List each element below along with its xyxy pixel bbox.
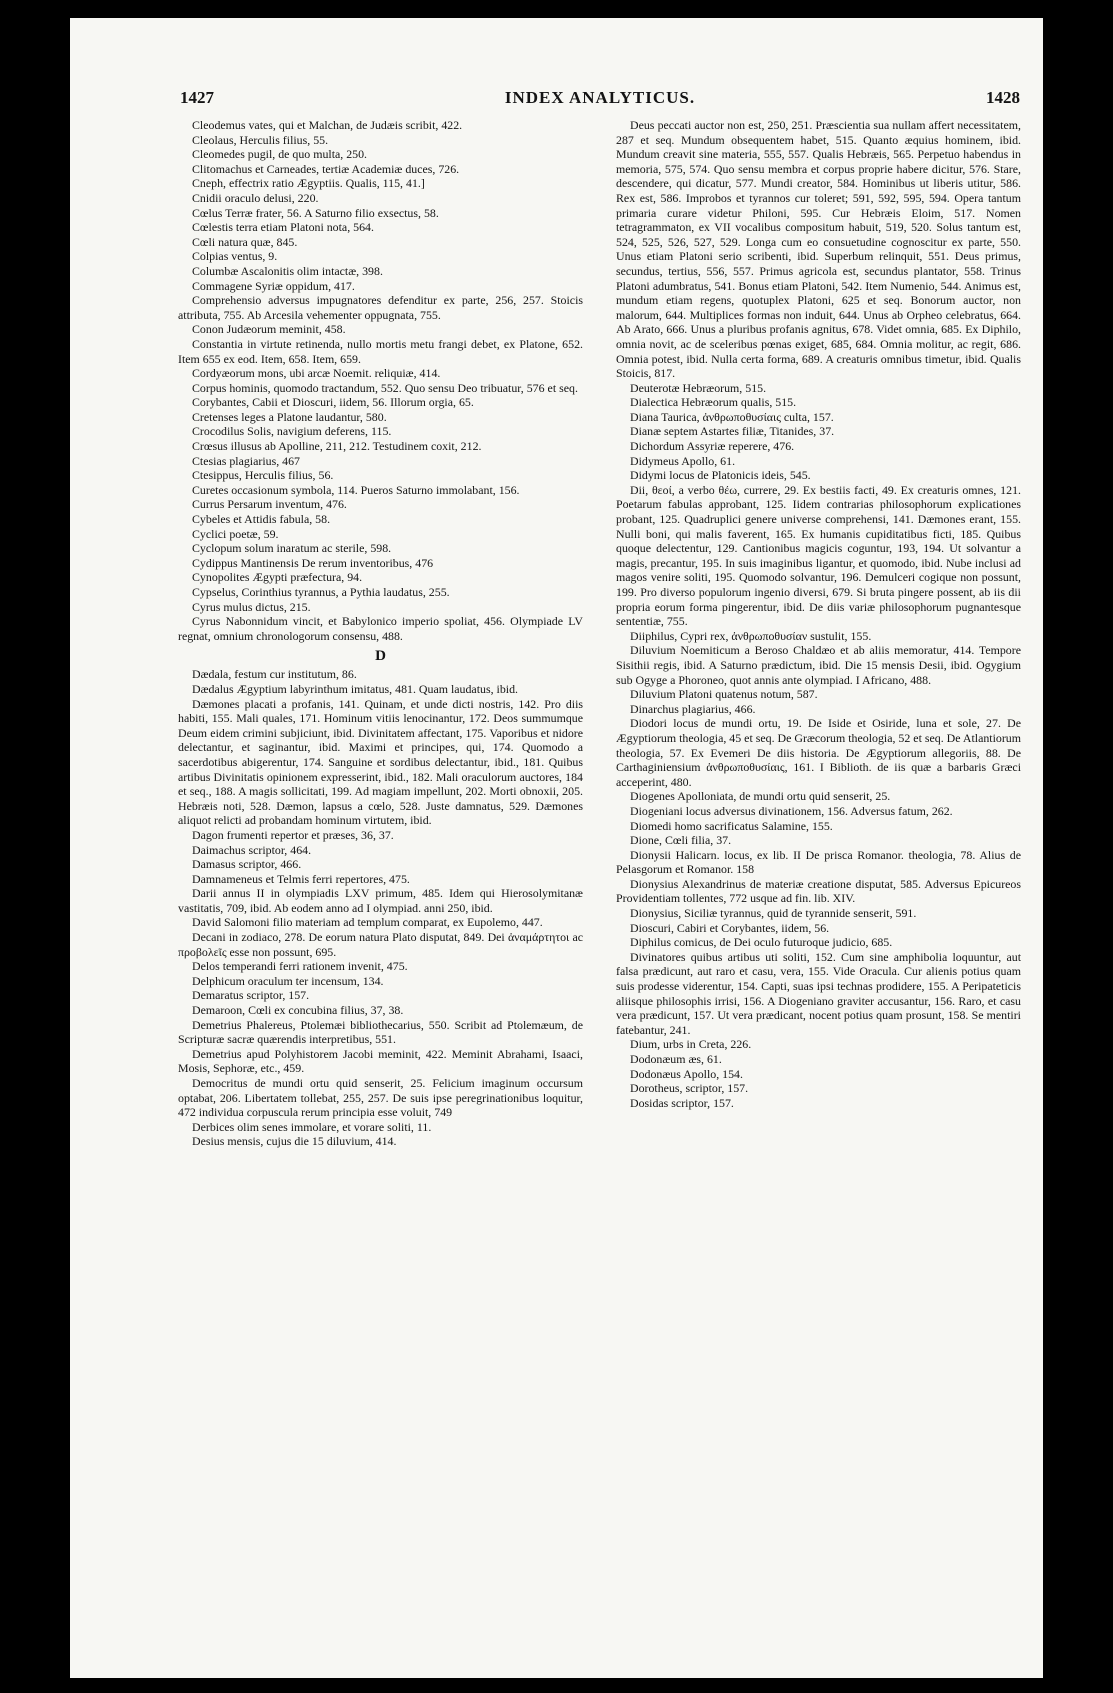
index-entry: Demetrius apud Polyhistorem Jacobi meminit, 422. Meminit Abrahami, Isaaci, Mosis, Sephoræ, etc., 459. (178, 1046, 583, 1076)
page-number-right: 1428 (986, 88, 1020, 107)
index-entry: Diana Taurica, ἀνθρωποθυσίαις culta, 157. (630, 409, 834, 424)
index-entry: Cordyæorum mons, ubi arcæ Noemit. reliquiæ, 414. (192, 366, 441, 381)
index-entry: Clitomachus et Carneades, tertiæ Academiæ duces, 726. (192, 161, 460, 176)
index-entry: Colpias ventus, 9. (192, 249, 278, 264)
index-entry: Diluvium Platoni quatenus notum, 587. (630, 687, 818, 702)
page-number-left: 1427 (180, 88, 214, 107)
index-entry: Dodonæum æs, 61. (630, 1052, 722, 1066)
index-entry: Diluvium Noemiticum a Beroso Chaldæo et ab aliis memoratur, 414. Tempore Sisithii regis, ibid. A Saturno prædictum, ibid. Die 15 mensis Desii, ibid. Ogygium sub Ogyge a Phoroneo, quot annis ante olympiad. I Africano, 488. (616, 643, 1021, 687)
index-entry: Diodori locus de mundi ortu, 19. De Iside et Osiride, luna et sole, 27. De Ægyptiorum theologia, 45 et seq. De Græcorum theologia, 52 et seq. De Atlantiorum theologia, 57. Ex Evemeri De diis historia. De Ægyptiorum allegoriis, 88. De Carthaginiensium ἀνθρωποθυσίαις, 161. I Biblioth. de iis quæ a barbaris Græci acceperint, 480. (616, 716, 1021, 789)
index-entry: Dionysii Halicarn. locus, ex lib. II De prisca Romanor. theologia, 78. Alius de Pelasgorum et Romanor. 158 (616, 847, 1021, 877)
index-entry: Decani in zodiaco, 278. De eorum natura Plato disputat, 849. Dei ἀναμάρτητοι ac προβολεῖς esse non possunt, 695. (178, 930, 583, 959)
index-entry: Columbæ Ascalonitis olim intactæ, 398. (192, 263, 383, 278)
index-entry: Demaroon, Cœli ex concubina filius, 37, 38. (192, 1003, 404, 1018)
index-entry: Derbices olim senes immolare, et vorare soliti, 11. (192, 1119, 432, 1134)
index-entry: Diogenes Apolloniata, de mundi ortu quid senserit, 25. (630, 789, 891, 804)
index-entry: Cybeles et Attidis fabula, 58. (192, 512, 331, 527)
index-entry: Delphicum oraculum ter incensum, 134. (192, 973, 384, 988)
index-entry: Cyclici poetæ, 59. (192, 526, 279, 541)
index-entry: Delos temperandi ferri rationem invenit, 475. (192, 959, 408, 974)
index-entry: Dagon frumenti repertor et præses, 36, 37. (192, 827, 394, 842)
index-entry: Cnidii oraculo delusi, 220. (192, 190, 319, 205)
index-entry: Dialectica Hebræorum qualis, 515. (630, 395, 797, 410)
left-column (178, 118, 583, 1149)
index-entry: Dium, urbs in Creta, 226. (630, 1037, 752, 1052)
section-letter: D (375, 648, 386, 665)
index-entry: Diphilus comicus, de Dei oculo futuroque judicio, 685. (630, 935, 893, 950)
index-entry: Cretenses leges a Platone laudantur, 580. (192, 409, 387, 424)
index-entry: Cypselus, Corinthius tyrannus, a Pythia laudatus, 255. (192, 585, 450, 599)
right-column (616, 118, 1021, 1110)
index-entry: Currus Persarum inventum, 476. (192, 497, 347, 512)
page-header (180, 88, 1020, 112)
index-entry: Curetes occasionum symbola, 114. Pueros Saturno immolabant, 156. (192, 482, 520, 497)
index-entry: Corpus hominis, quomodo tractandum, 552. Quo sensu Deo tribuatur, 576 et seq. (192, 380, 578, 395)
index-entry: Dodonæus Apollo, 154. (630, 1066, 743, 1081)
book-page (70, 18, 1043, 1678)
index-entry: Dædala, festum cur institutum, 86. (192, 667, 357, 682)
index-entry: Cydippus Mantinensis De rerum inventoribus, 476 (192, 555, 434, 570)
index-entry: Cyrus mulus dictus, 215. (192, 599, 311, 614)
index-entry: Dosidas scriptor, 157. (630, 1095, 734, 1110)
index-entry: Cneph, effectrix ratio Ægyptiis. Qualis, 115, 41.] (192, 176, 425, 191)
entries-c (178, 118, 583, 643)
index-entry: Crœsus illusus ab Apolline, 211, 212. Testudinem coxit, 212. (192, 439, 482, 454)
index-entry: Dorotheus, scriptor, 157. (630, 1081, 749, 1096)
index-entry: Constantia in virtute retinenda, nullo mortis metu frangi debet, ex Platone, 652. Item 655 ex eod. Item, 658. Item, 659. (178, 336, 583, 366)
index-entry: Dæmones placati a profanis, 141. Quinam, et unde dicti nostris, 142. Pro diis habiti, 155. Mali quales, 171. Hominum vitiis lenocinantur, 172. Deos summumque Deum eidem crimini subjiciunt, ibid. Divinitatem affectant, 175. Vaporibus et nidore delectantur, et saginantur, ibid. Maximi et principes, qui, 174. Quomodo a sacerdotibus abigerentur, 174. Sanguine et sordibus delectantur, ibid., 181. Quibus artibus Divinitatis opinionem expresserint, ibid., 182. Mali oraculorum auctores, 184 et seq., 188. A magis sollicitati, 199. Ad magiam impellunt, 202. Morti obnoxii, 205. Hebræis noti, 528. Dæmon, lapsus a cœlo, 528. Juste damnatus, 529. Dæmones aliquot relicti ad probandam hominum virtutem, ibid. (178, 696, 583, 828)
index-entry: Diomedi homo sacrificatus Salamine, 155. (630, 818, 833, 833)
index-entry: Didymeus Apollo, 61. (630, 453, 736, 468)
index-entry: David Salomoni filio materiam ad templum comparat, ex Eupolemo, 447. (192, 915, 543, 930)
index-entry: Demetrius Phalereus, Ptolemæi bibliothecarius, 550. Scribit ad Ptolemæum, de Scripturæ sacræ quærendis interpretibus, 551. (178, 1017, 583, 1047)
index-entry: Cleomedes pugil, de quo multa, 250. (192, 147, 368, 162)
index-entry: Ctesias plagiarius, 467 (192, 453, 300, 468)
index-entry: Dionysius Alexandrinus de materiæ creatione disputat, 585. Adversus Epicureos Providentiam tollentes, 772 usque ad fin. lib. XIV. (616, 876, 1021, 906)
index-entry: Comprehensio adversus impugnatores defenditur ex parte, 256, 257. Stoicis attributa, 755. Ab Arcesila vehementer oppugnata, 755. (178, 293, 583, 322)
index-entry: Desius mensis, cujus die 15 diluvium, 414. (192, 1134, 397, 1149)
index-entry: Deuterotæ Hebræorum, 515. (630, 380, 767, 395)
index-entry: Dione, Cœli filia, 37. (630, 833, 732, 848)
index-entry: Dii, θεοί, a verbo θέω, currere, 29. Ex bestiis facti, 49. Ex creaturis omnes, 121. Poetarum fabulas approbant, 125. Iidem contrarias philosophorum explicationes probant, 125. Quadruplici genere universe comprehensi, 141. Dæmones erant, 155. Nulli boni, qui malis faverent, 165. Ex humanis cupiditatibus ficti, 185. Quibus quoque delectentur, 129. Cantionibus magicis coguntur, 193, 194. Ut solvantur a magis, precantur, 195. In suis imaginibus ligantur, et quomodo, ibid. Nube inclusi ad magos venire soliti, 195. Quomodo solvantur, 196. Demulceri cogique non possunt, 199. Pro diverso populorum ingenio diversi, 679. Si bruta pingere possent, ab iis dii propria eorum forma pingerentur, ibid. De diis variæ philosophorum pugnantesque sententiæ, 755. (616, 482, 1021, 629)
index-entry: Conon Judæorum meminit, 458. (192, 322, 346, 337)
index-entry: Dionysius, Siciliæ tyrannus, quid de tyrannide senserit, 591. (630, 906, 917, 921)
index-entry: Corybantes, Cabii et Dioscuri, iidem, 56. Illorum orgia, 65. (192, 395, 474, 410)
index-entry: Diiphilus, Cypri rex, ἀνθρωποθυσίαν sustulit, 155. (630, 628, 872, 643)
index-entry: Democritus de mundi ortu quid senserit, 25. Felicium imaginum occursum optabat, 206. Libertatem tollebat, 255, 257. De suis ipse peregrinationibus loquitur, 472 individua corpuscula rerum principia esse voluit, 749 (178, 1076, 583, 1120)
index-entry: Demaratus scriptor, 157. (192, 988, 310, 1003)
index-entry: Ctesippus, Herculis filius, 56. (192, 468, 334, 483)
index-entry: Cœli natura quæ, 845. (192, 234, 298, 249)
index-entry: Cyclopum solum inaratum ac sterile, 598. (192, 541, 392, 556)
index-entry: Didymi locus de Platonicis ideis, 545. (630, 468, 811, 483)
index-entry: Commagene Syriæ oppidum, 417. (192, 278, 355, 293)
index-entry: Cleolaus, Herculis filius, 55. (192, 132, 329, 147)
index-entry: Cœlestis terra etiam Platoni nota, 564. (192, 220, 374, 235)
index-entry: Damnameneus et Telmis ferri repertores, 475. (192, 871, 410, 886)
entries-d (178, 667, 583, 1149)
index-entry: Dioscuri, Cabiri et Corybantes, iidem, 56. (630, 920, 830, 935)
index-entry: Deus peccati auctor non est, 250, 251. Præscientia sua nullam affert necessitatem, 287 et seq. Mundum obsequentem habet, 515. Quanto æquius hominem, ibid. Mundum creavit sine materia, 555, 557. Qualis Hebræis, 565. Perpetuo habendus in memoria, 575, 574. Quo sensu membra et corpus proprie habere dicitur, 576. Stare, descendere, qui dicatur, 577. Mundi creator, 584. Hominibus ut liberis utitur, 586. Rex est, 586. Improbos et tyrannos cur toleret; 591, 592, 595, 594. Opera tantum primaria curare videtur Philoni, 595. Cur Hebræis Eloim, 517. Nomen tetragrammaton, ex VII vocalibus compositum habuit, 519, 520. Solus tantum est, 524, 525, 526, 527, 529. Longa cum eo consuetudine cognoscitur ex parte, 550. Unus etiam Platoni serio scribenti, ibid. Superbum relinquit, 551. Deus primus, secundus, tertius, 556, 557. Primus agricola est, secundus plantator, 558. Trinus Platoni adumbratus, 541. Bonus etiam Platoni, 542. Item Numenio, 544. Animus est, mundum etiam regens, quotuplex Platoni, 625 et seq. Bonorum auctor, non malorum, 644. Multiplices formas non induit, 644. Unus ab Orpheo celebratus, 664. Ab Arato, 666. Unus a pluribus profanis agnitus, 678. Videt omnia, 685. Ex Diphilo, omnia novit, ac de sceleribus pœnas exiget, 685, 684. Omnia molitur, ac regit, 686. Omnia potest, ibid. Nulla certa forma, 689. A creaturis omnibus timetur, ibid. Qualis Stoicis, 817. (616, 118, 1021, 381)
index-entry: Dichordum Assyriæ reperere, 476. (630, 439, 795, 454)
index-entry: Cynopolites Ægypti præfectura, 94. (192, 570, 363, 585)
index-entry: Cleodemus vates, qui et Malchan, de Judæis scribit, 422. (192, 118, 463, 132)
index-entry: Dianæ septem Astartes filiæ, Titanides, 37. (630, 424, 835, 439)
index-entry: Cœlus Terræ frater, 56. A Saturno filio exsectus, 58. (192, 205, 439, 220)
entries-d-continued (616, 118, 1021, 1110)
running-title: INDEX ANALYTICUS. (504, 88, 696, 107)
index-entry: Darii annus II in olympiadis LXV primum, 485. Idem qui Hierosolymitanæ vastitatis, 709, ibid. Ab eodem anno ad I olympiad. anni 250, ibid. (178, 886, 583, 915)
index-entry: Divinatores quibus artibus uti soliti, 152. Cum sine amphibolia loquuntur, aut falsa prædicunt, aut raro et casu, vera, 155. Vide Oracula. Cur alienis potius quam suis prodesse viderentur, 154. Capti, suas ipsi technas prodidere, 155. A Peripateticis aliisque philosophis irrisi, 156. A Diogeniano graviter accusantur, 156. Raro, et casu vera prædicunt, 157. Ut vera prædicant, nocent potius quam prosunt, 158. Se mentiri fatebantur, 241. (616, 949, 1021, 1037)
index-entry: Crocodilus Solis, navigium deferens, 115. (192, 424, 392, 439)
index-entry: Damasus scriptor, 466. (192, 857, 302, 872)
index-entry: Dædalus Ægyptium labyrinthum imitatus, 481. Quam laudatus, ibid. (192, 681, 518, 696)
index-entry: Diogeniani locus adversus divinationem, 156. Adversus fatum, 262. (630, 803, 953, 818)
index-entry: Daimachus scriptor, 464. (192, 842, 312, 857)
index-entry: Cyrus Nabonnidum vincit, et Babylonico imperio spoliat, 456. Olympiade LV regnat, omnium chronologorum consensu, 488. (178, 614, 583, 643)
index-entry: Dinarchus plagiarius, 466. (630, 701, 756, 716)
